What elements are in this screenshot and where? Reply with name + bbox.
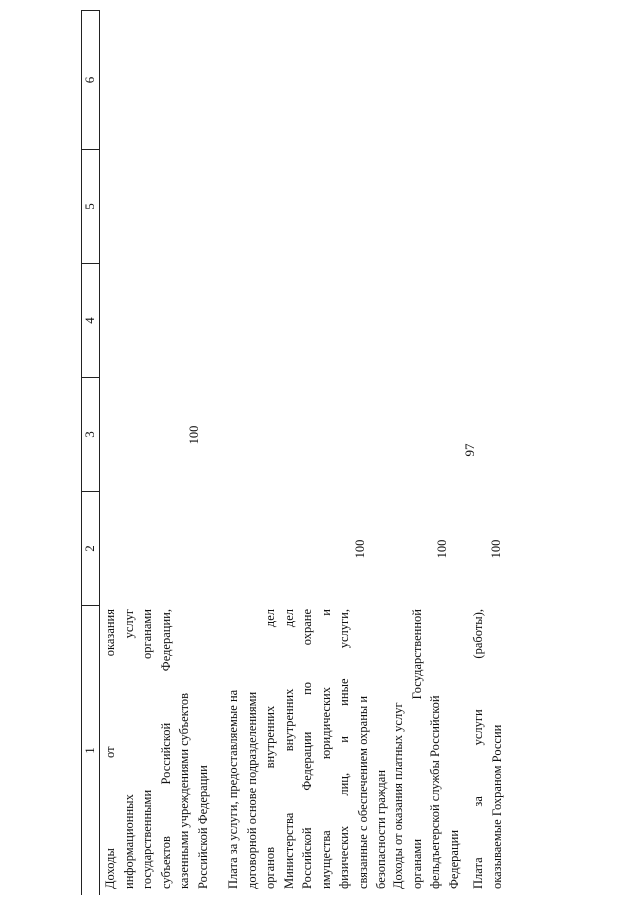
description-word: органов	[263, 846, 277, 889]
description-line	[372, 609, 391, 889]
description-word: лиц,	[337, 772, 351, 796]
table-header-border	[99, 10, 100, 895]
description-word: Плата	[471, 857, 485, 889]
description-word: Плата за услуги, предоставляемые на	[226, 689, 240, 889]
description-word: услуги,	[337, 609, 351, 649]
description-line	[280, 609, 299, 889]
description-word: органами	[409, 838, 424, 889]
description-word: связанные с обеспечением охраны и	[355, 695, 370, 889]
description-word: информационных	[121, 794, 136, 889]
description-line	[317, 609, 336, 889]
description-word: внутренних	[281, 688, 296, 752]
description-word: услуг	[121, 609, 136, 639]
description-line	[335, 609, 354, 889]
description-word: дел	[263, 609, 277, 628]
description-word: Российской	[158, 722, 173, 785]
description-word: Доходы	[103, 848, 117, 889]
description-word: фельдъегерской службы Российской	[428, 695, 442, 889]
description-line	[101, 609, 120, 889]
description-line	[389, 609, 408, 889]
description-word: Федерации,	[158, 609, 173, 672]
description-line	[224, 609, 243, 889]
description-word: договорной основе подразделениями	[244, 691, 259, 889]
column-header-5: 5	[82, 203, 97, 210]
description-word: государственными	[140, 789, 154, 889]
description-word: Доходы от оказания платных услуг	[391, 702, 405, 889]
description-line	[243, 609, 262, 889]
description-word: внутренних	[263, 705, 277, 769]
description-line	[120, 609, 139, 889]
description-word: имущества	[318, 830, 333, 889]
description-line	[469, 609, 488, 889]
description-word: услуги	[471, 709, 485, 746]
description-line	[408, 609, 427, 889]
description-line	[488, 609, 507, 889]
description-word: оказываемые Гохраном России	[489, 724, 504, 889]
page-number: 97	[462, 443, 477, 457]
description-line	[138, 609, 157, 889]
table-row-2-col2-value: 100	[353, 539, 367, 559]
description-word: физических	[337, 825, 351, 889]
description-word: дел	[281, 609, 296, 628]
description-word: юридических	[318, 687, 333, 760]
description-word: Российской Федерации	[195, 765, 210, 889]
description-word: безопасности граждан	[374, 769, 388, 889]
column-header-2: 2	[82, 545, 97, 552]
description-word: от	[103, 746, 117, 758]
description-line	[157, 609, 176, 889]
description-word: охране	[300, 609, 314, 646]
description-word: Государственной	[409, 609, 424, 700]
table-row-1-col3-value: 100	[187, 425, 201, 445]
description-word: оказания	[103, 609, 117, 657]
description-line	[354, 609, 373, 889]
table-row-4-description	[469, 609, 506, 889]
description-line	[445, 609, 464, 889]
description-word: органами	[140, 609, 154, 660]
description-word: и	[337, 736, 351, 743]
table-row-4-col2-value: 100	[489, 539, 503, 559]
description-word: и	[318, 609, 333, 616]
description-word: Министерства	[281, 812, 296, 889]
table-row-3-col2-value: 100	[435, 539, 449, 559]
description-word: Федерации	[446, 829, 461, 889]
column-header-3: 3	[82, 431, 97, 438]
description-word: казенными учреждениями субъектов	[177, 692, 191, 889]
description-word: (работы),	[471, 609, 485, 659]
description-line	[298, 609, 317, 889]
description-word: по	[300, 681, 314, 695]
description-word: Российской	[300, 827, 314, 889]
description-word: за	[471, 796, 485, 807]
description-line	[175, 609, 194, 889]
column-header-6: 6	[82, 76, 97, 84]
description-word: Федерации	[300, 731, 314, 791]
description-line	[426, 609, 445, 889]
table-row-1-description	[101, 609, 212, 889]
table-row-2-description	[224, 609, 391, 889]
column-header-4: 4	[82, 317, 97, 324]
description-line	[261, 609, 280, 889]
description-word: иные	[337, 678, 351, 706]
description-line	[194, 609, 213, 889]
column-header-1: 1	[82, 747, 97, 754]
description-word: субъектов	[158, 836, 173, 889]
table-row-3-description	[389, 609, 463, 889]
